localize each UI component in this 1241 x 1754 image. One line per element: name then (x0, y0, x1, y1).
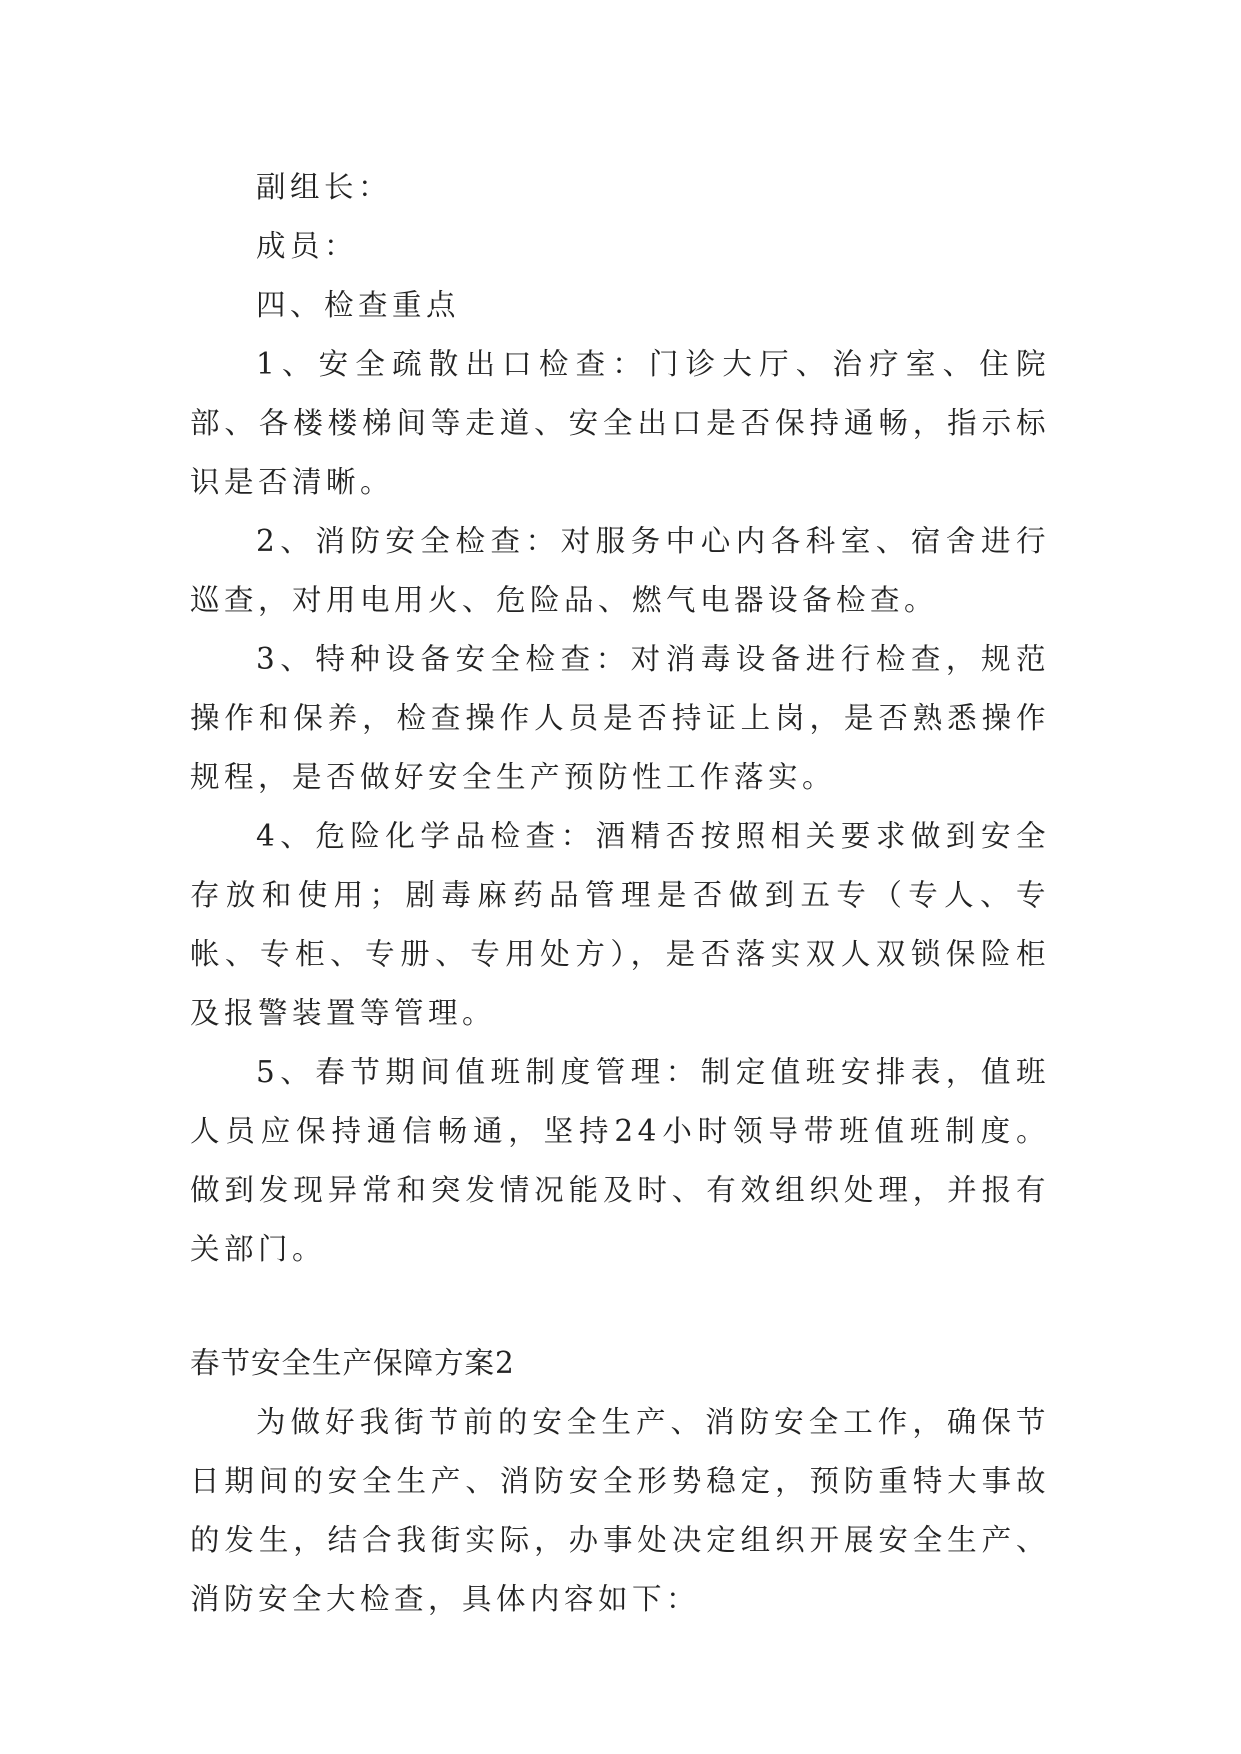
document-body (190, 158, 1050, 1629)
item-fire-safety: 2、消防安全检查：对服务中心内各科室、宿舍进行巡查，对用电用火、危险品、燃气电器设备检查。 (190, 524, 1050, 617)
item-special-equipment: 3、特种设备安全检查：对消毒设备进行检查，规范操作和保养，检查操作人员是否持证上岗，是否熟悉操作规程，是否做好安全生产预防性工作落实。 (190, 642, 1050, 794)
item-hazardous-chemicals: 4、危险化学品检查：酒精否按照相关要求做到安全存放和使用；剧毒麻药品管理是否做到五专（专人、专帐、专柜、专册、专用处方），是否落实双人双锁保险柜及报警装置等管理。 (190, 819, 1050, 1030)
inspection-focus-heading: 四、检查重点 (256, 288, 461, 322)
members-line: 成员： (256, 229, 359, 263)
item-evacuation-exits: 1、安全疏散出口检查：门诊大厅、治疗室、住院部、各楼楼梯间等走道、安全出口是否保持通畅，指示标识是否清晰。 (190, 347, 1050, 499)
vice-leader-line: 副组长： (256, 170, 393, 204)
item-holiday-duty: 5、春节期间值班制度管理：制定值班安排表，值班人员应保持通信畅通，坚持24小时领导带班值班制度。做到发现异常和突发情况能及时、有效组织处理，并报有关部门。 (190, 1055, 1050, 1266)
section-title: 春节安全生产保障方案2 (190, 1346, 515, 1380)
intro-paragraph: 为做好我街节前的安全生产、消防安全工作，确保节日期间的安全生产、消防安全形势稳定，预防重特大事故的发生，结合我街实际，办事处决定组织开展安全生产、消防安全大检查，具体内容如下： (190, 1405, 1050, 1616)
